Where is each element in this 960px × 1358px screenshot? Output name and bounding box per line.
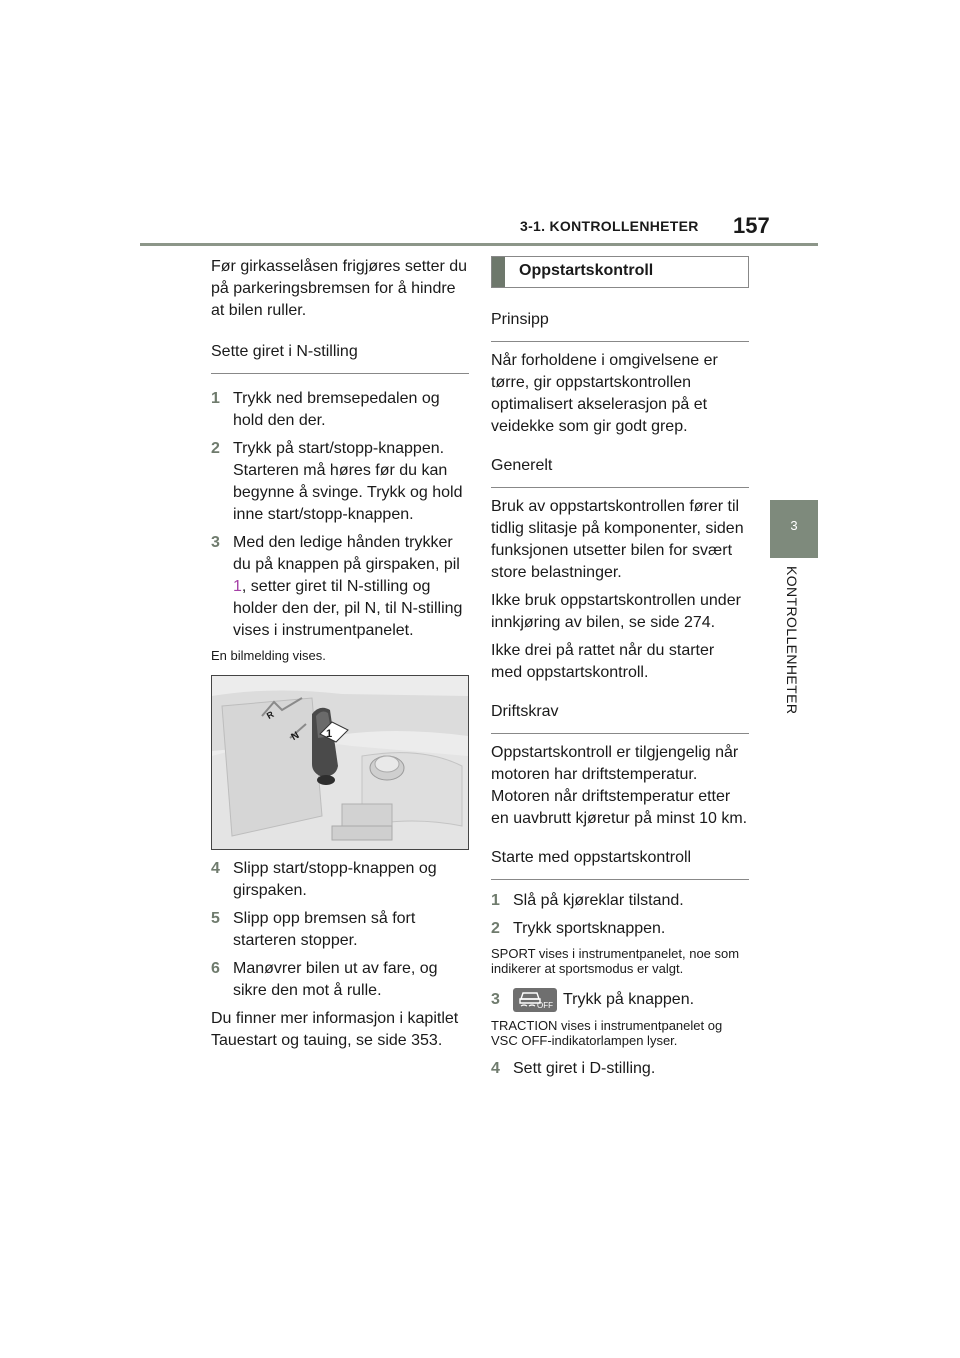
page-number: 157 — [733, 213, 770, 238]
section-heading-box — [491, 256, 749, 288]
step-text-post: , setter giret til N-stilling og holder den der, pil N, til N-stilling vises i instrumentpanelet. — [233, 578, 463, 639]
gear-lever-illustration — [212, 676, 468, 849]
step-item — [211, 532, 469, 642]
paragraph-generelt-1: Bruk av oppstartskontrollen fører til tidlig slitasje på komponenter, siden funksjonen utsetter bilen for svært store belastninger. — [491, 498, 744, 581]
step-item — [491, 918, 749, 940]
step-text: Slipp opp bremsen så fort starteren stopper. — [233, 910, 416, 949]
step-item — [491, 890, 749, 912]
chapter-label: KONTROLLENHETER — [784, 566, 800, 715]
gear-label-r: R — [264, 709, 276, 721]
step-text: Slå på kjøreklar tilstand. — [513, 892, 684, 909]
paragraph-generelt-2: Ikke bruk oppstartskontrollen under innkjøring av bilen, se side 274. — [491, 592, 741, 631]
figure-callout-number: 1 — [326, 728, 333, 740]
step-item — [491, 988, 749, 1012]
step-number: 4 — [211, 860, 220, 877]
step-number: 2 — [211, 440, 220, 457]
right-column — [491, 256, 749, 1086]
step-text: Trykk sportsknappen. — [513, 920, 666, 937]
step-text: Trykk på knappen. — [563, 991, 695, 1009]
subheading-driftskrav: Driftskrav — [491, 690, 749, 734]
note-sport: SPORT vises i instrumentpanelet, noe som indikerer at sportsmodus er valgt. — [491, 946, 740, 976]
paragraph-prinsipp: Når forholdene i omgivelsene er tørre, gir oppstartskontrollen optimalisert akselerasjon på et veidekke som gir godt grep. — [491, 352, 718, 435]
step-text: Trykk ned bremsepedalen og hold den der. — [233, 390, 440, 429]
step-text: Sett giret i D-stilling. — [513, 1060, 656, 1077]
step-number: 5 — [211, 910, 220, 927]
step-number: 4 — [491, 1060, 500, 1077]
section-heading: Oppstartskontroll — [519, 262, 654, 279]
step-item — [491, 1058, 749, 1080]
gear-lever-figure — [211, 675, 469, 850]
note-traction: TRACTION vises i instrumentpanelet og VSC OFF-indikatorlampen lyser. — [491, 1018, 723, 1048]
step-text-with-icon — [513, 988, 749, 1012]
subheading-generelt: Generelt — [491, 444, 749, 488]
step-number: 6 — [211, 960, 220, 977]
step-number: 1 — [491, 892, 500, 909]
intro-paragraph: Før girkasselåsen frigjøres setter du på parkeringsbremsen for å hindre at bilen ruller. — [211, 258, 468, 319]
paragraph-generelt-3: Ikke drei på rattet når du starter med oppstartskontroll. — [491, 642, 715, 681]
outro-paragraph: Du finner mer informasjon i kapitlet Tauestart og tauing, se side 353. — [211, 1010, 459, 1049]
gear-label-n: N — [289, 729, 302, 744]
left-column — [211, 256, 469, 1058]
arrow-reference: 1 — [233, 578, 242, 595]
icon-off-label: OFF — [537, 1001, 553, 1010]
step-number: 2 — [491, 920, 500, 937]
subheading-prinsipp: Prinsipp — [491, 298, 749, 342]
step-number: 3 — [211, 534, 220, 551]
step-item — [211, 958, 469, 1002]
step-number: 3 — [491, 991, 500, 1008]
traction-off-icon — [513, 988, 557, 1012]
step-text — [233, 532, 469, 642]
step-item — [211, 858, 469, 902]
header-rule — [140, 243, 818, 246]
subheading-starte: Starte med oppstartskontroll — [491, 836, 749, 880]
step-item — [211, 388, 469, 432]
paragraph-driftskrav: Oppstartskontroll er tilgjengelig når motoren har driftstemperatur. Motoren når driftstemperatur etter en uavbrutt kjøretur på minst 10 km. — [491, 744, 748, 827]
step-item — [211, 908, 469, 952]
subheading-n-stilling: Sette giret i N-stilling — [211, 330, 469, 374]
step-item — [211, 438, 469, 526]
section-title: 3-1. KONTROLLENHETER — [520, 218, 699, 234]
note-text: En bilmelding vises. — [211, 648, 326, 663]
step-text: Trykk på start/stopp-knappen. Starteren må høres før du kan begynne å svinge. Trykk og hold inne start/stopp-knappen. — [233, 440, 463, 523]
step-number: 1 — [211, 390, 220, 407]
heading-marker — [492, 257, 505, 287]
step-text-pre: Med den ledige hånden trykker du på knappen på girspaken, pil — [233, 534, 460, 573]
step-text: Slipp start/stopp-knappen og girspaken. — [233, 860, 437, 899]
step-text: Manøvrer bilen ut av fare, og sikre den mot å rulle. — [233, 960, 438, 999]
chapter-number: 3 — [790, 518, 798, 533]
